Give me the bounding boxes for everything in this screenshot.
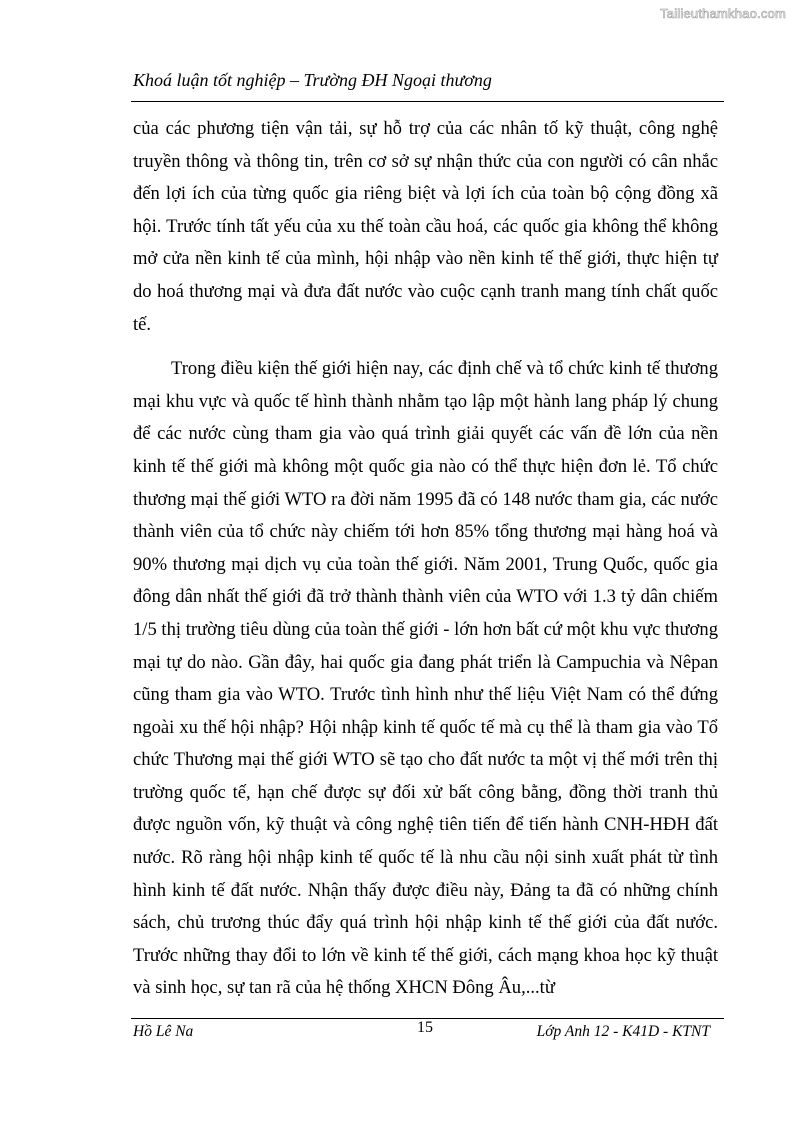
paragraph-2: Trong điều kiện thế giới hiện nay, các định chế và tổ chức kinh tế thương mại khu vực và quốc tế hình thành nhằm tạo lập một hành lang pháp lý chung để các nước cùng tham gia vào quá trình giải quyết các vấn đề lớn của nền kinh tế thế giới mà không một quốc gia nào có thể thực hiện đơn lẻ. Tổ chức thương mại thế giới WTO ra đời năm 1995 đã có 148 nước tham gia, các nước thành viên của tổ chức này chiếm tới hơn 85% tổng thương mại hàng hoá và 90% thương mại dịch vụ của toàn thế giới. Năm 2001, Trung Quốc, quốc gia đông dân nhất thế giới đã trở thành thành viên của WTO với 1.3 tỷ dân chiếm 1/5 thị trường tiêu dùng của toàn thế giới - lớn hơn bất cứ một khu vực thương mại tự do nào. Gần đây, hai quốc gia đang phát triển là Campuchia và Nêpan cũng tham gia vào WTO. Trước tình hình như thế liệu Việt Nam có thể đứng ngoài xu thế hội nhập? Hội nhập kinh tế quốc tế mà cụ thể là tham gia vào Tổ chức Thương mại thế giới WTO sẽ tạo cho đất nước ta một vị thế mới trên thị trường quốc tế, hạn chế được sự đối xử bất công bằng, đồng thời tranh thủ được nguồn vốn, kỹ thuật và công nghệ tiên tiến để tiến hành CNH-HĐH đất nước. Rõ ràng hội nhập kinh tế quốc tế là nhu cầu nội sinh xuất phát từ tình hình kinh tế đất nước. Nhận thấy được điều này, Đảng ta đã có những chính sách, chủ trương thúc đẩy quá trình hội nhập kinh tế thế giới của đất nước. Trước những thay đổi to lớn về kinh tế thế giới, cách mạng khoa học kỹ thuật và sinh học, sự tan rã của hệ thống XHCN Đông Âu,...từ [133, 358, 718, 999]
header-divider [131, 101, 724, 102]
page-body [133, 113, 718, 1005]
watermark: Tailieuthamkhao.com [660, 6, 786, 21]
page-header-title: Khoá luận tốt nghiệp – Trường ĐH Ngoại thương [133, 70, 492, 90]
footer-class-info: Lớp Anh 12 - K41D - KTNT [536, 1023, 710, 1040]
paragraph-1: của các phương tiện vận tải, sự hỗ trợ của các nhân tố kỹ thuật, công nghệ truyền thông và thông tin, trên cơ sở sự nhận thức của con người có cân nhắc đến lợi ích của từng quốc gia riêng biệt và lợi ích của toàn bộ cộng đồng xã hội. Trước tính tất yếu của xu thế toàn cầu hoá, các quốc gia không thể không mở cửa nền kinh tế của mình, hội nhập vào nền kinh tế thế giới, thực hiện tự do hoá thương mại và đưa đất nước vào cuộc cạnh tranh mang tính chất quốc tế. [133, 118, 718, 335]
page-number: 15 [417, 1019, 433, 1036]
footer-author: Hồ Lê Na [133, 1023, 194, 1040]
